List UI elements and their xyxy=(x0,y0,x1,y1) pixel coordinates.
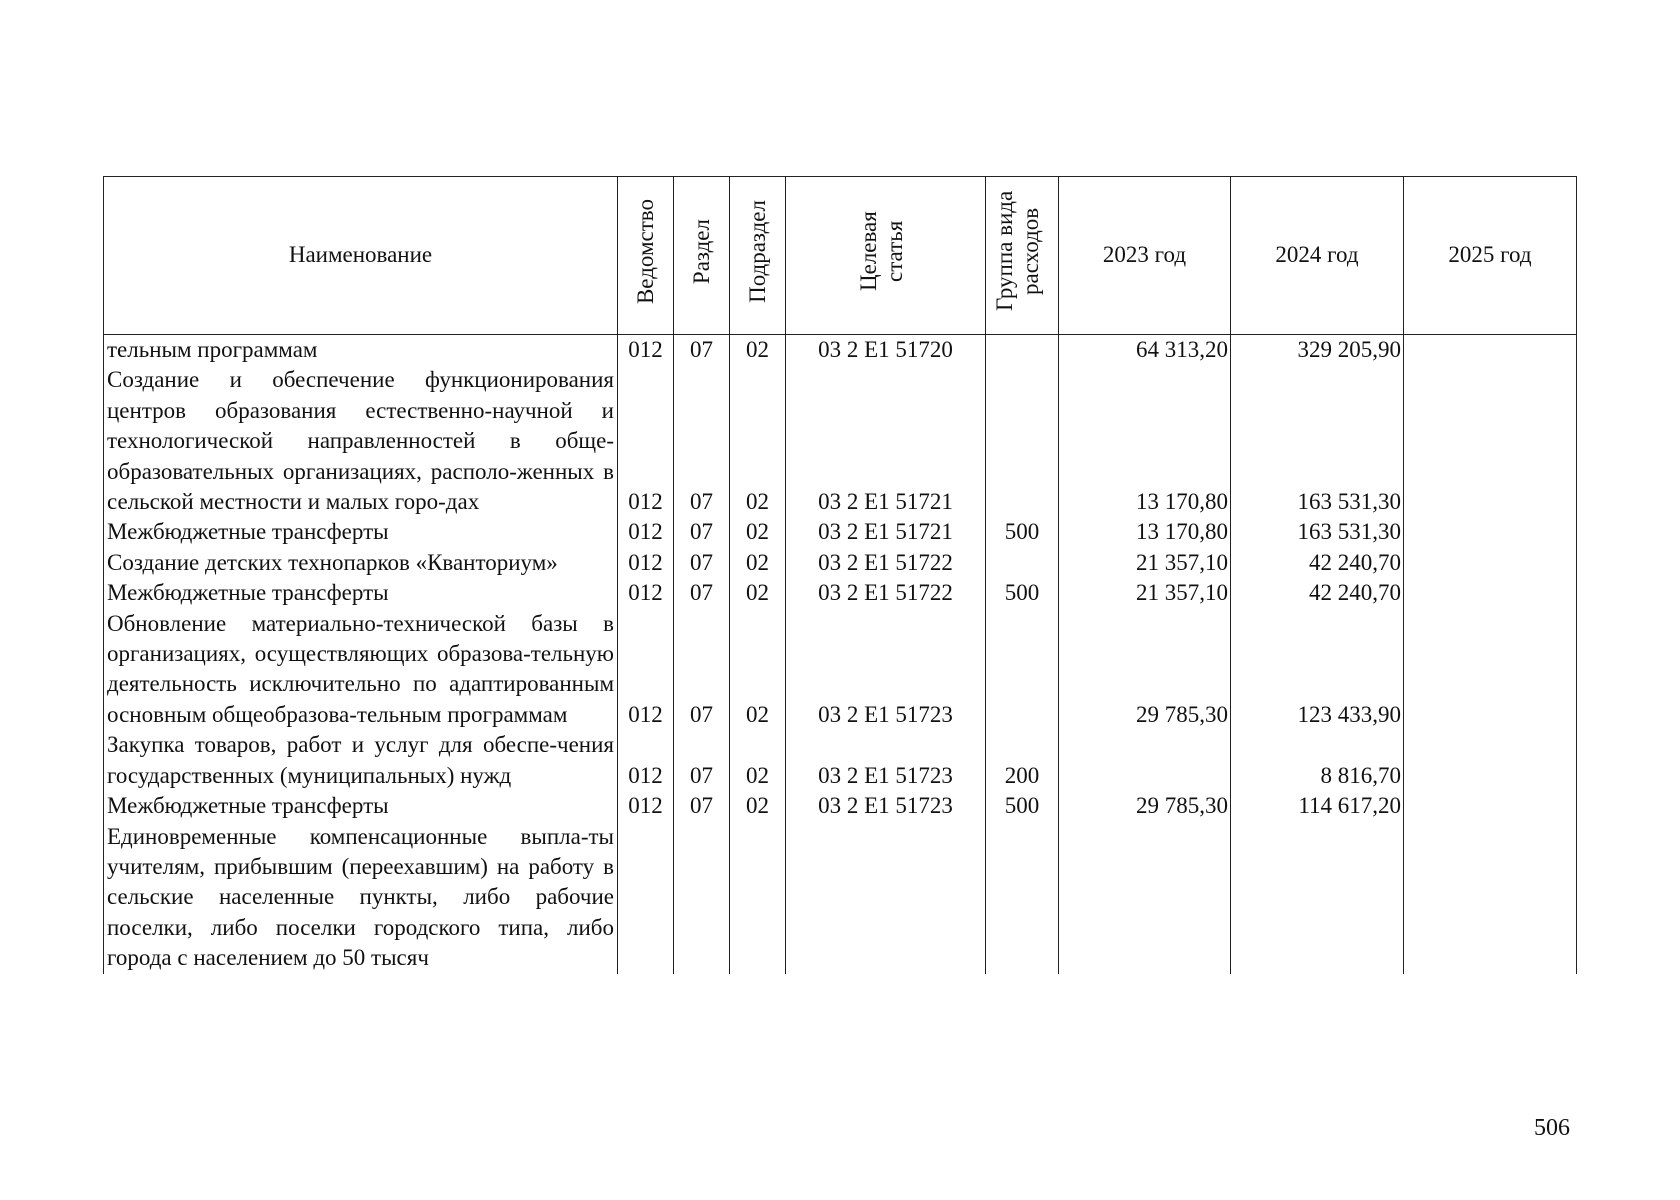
row-amount-2023 xyxy=(1059,822,1231,974)
table-row xyxy=(104,335,1577,366)
row-amount-2025 xyxy=(1404,335,1577,366)
table-row xyxy=(104,730,1577,791)
budget-table xyxy=(103,176,1577,974)
row-amount-2024: 163 531,30 xyxy=(1231,365,1404,517)
row-razdel xyxy=(674,822,730,974)
row-vedomstvo: 012 xyxy=(618,730,674,791)
row-vedomstvo: 012 xyxy=(618,335,674,366)
row-vedomstvo: 012 xyxy=(618,609,674,731)
row-vid-rashodov: 200 xyxy=(986,730,1059,791)
row-vedomstvo: 012 xyxy=(618,365,674,517)
row-amount-2024: 123 433,90 xyxy=(1231,609,1404,731)
row-amount-2025 xyxy=(1404,365,1577,517)
row-amount-2023: 64 313,20 xyxy=(1059,335,1231,366)
row-name: Создание детских технопарков «Кванториум» xyxy=(104,548,618,578)
row-vedomstvo: 012 xyxy=(618,517,674,547)
row-amount-2025 xyxy=(1404,517,1577,547)
row-celevaya-statya: 03 2 E1 51722 xyxy=(786,578,986,608)
row-vedomstvo xyxy=(618,822,674,974)
row-amount-2024 xyxy=(1231,822,1404,974)
row-amount-2024: 42 240,70 xyxy=(1231,548,1404,578)
header-vedomstvo: Ведомство xyxy=(618,177,674,335)
row-vid-rashodov xyxy=(986,335,1059,366)
row-name: Единовременные компенсационные выпла-ты учителям, прибывшим (переехавшим) на работу в сельские населенные пункты, либо рабочие поселки, либо поселки городского типа, либо города с населением до 50 тысяч xyxy=(104,822,618,974)
row-celevaya-statya: 03 2 E1 51721 xyxy=(786,365,986,517)
row-amount-2025 xyxy=(1404,548,1577,578)
table-row xyxy=(104,791,1577,821)
row-vid-rashodov: 500 xyxy=(986,517,1059,547)
page-number: 506 xyxy=(1534,1115,1570,1141)
row-celevaya-statya: 03 2 E1 51722 xyxy=(786,548,986,578)
row-celevaya-statya xyxy=(786,822,986,974)
row-celevaya-statya: 03 2 E1 51723 xyxy=(786,730,986,791)
row-celevaya-statya: 03 2 E1 51721 xyxy=(786,517,986,547)
row-podrazdel: 02 xyxy=(730,791,786,821)
header-name: Наименование xyxy=(104,177,618,335)
row-podrazdel: 02 xyxy=(730,365,786,517)
row-razdel: 07 xyxy=(674,791,730,821)
row-amount-2025 xyxy=(1404,791,1577,821)
row-amount-2025 xyxy=(1404,578,1577,608)
row-celevaya-statya: 03 2 E1 51723 xyxy=(786,791,986,821)
row-amount-2025 xyxy=(1404,730,1577,791)
row-amount-2023: 29 785,30 xyxy=(1059,791,1231,821)
row-vid-rashodov xyxy=(986,548,1059,578)
row-razdel: 07 xyxy=(674,578,730,608)
table-row xyxy=(104,517,1577,547)
row-razdel: 07 xyxy=(674,335,730,366)
row-podrazdel: 02 xyxy=(730,335,786,366)
row-amount-2023: 29 785,30 xyxy=(1059,609,1231,731)
row-podrazdel: 02 xyxy=(730,730,786,791)
row-vedomstvo: 012 xyxy=(618,548,674,578)
table-row xyxy=(104,822,1577,974)
table-header-row xyxy=(104,177,1577,335)
header-2024: 2024 год xyxy=(1231,177,1404,335)
row-celevaya-statya: 03 2 E1 51720 xyxy=(786,335,986,366)
row-amount-2023: 13 170,80 xyxy=(1059,365,1231,517)
header-razdel: Раздел xyxy=(674,177,730,335)
header-gruppa-vida-rashodov: Группа вида расходов xyxy=(986,177,1059,335)
row-amount-2024: 114 617,20 xyxy=(1231,791,1404,821)
row-vid-rashodov: 500 xyxy=(986,578,1059,608)
row-razdel: 07 xyxy=(674,517,730,547)
row-razdel: 07 xyxy=(674,609,730,731)
row-amount-2023 xyxy=(1059,730,1231,791)
row-podrazdel: 02 xyxy=(730,609,786,731)
row-name: Межбюджетные трансферты xyxy=(104,791,618,821)
table-row xyxy=(104,365,1577,517)
row-vid-rashodov xyxy=(986,365,1059,517)
row-razdel: 07 xyxy=(674,365,730,517)
row-vid-rashodov xyxy=(986,609,1059,731)
row-amount-2023: 13 170,80 xyxy=(1059,517,1231,547)
row-vedomstvo: 012 xyxy=(618,578,674,608)
row-amount-2023: 21 357,10 xyxy=(1059,578,1231,608)
row-name: Обновление материально-технической базы в организациях, осуществляющих образова-тельную деятельность исключительно по адаптированным основным общеобразова-тельным программам xyxy=(104,609,618,731)
row-name: Закупка товаров, работ и услуг для обеспе-чения государственных (муниципальных) нужд xyxy=(104,730,618,791)
row-podrazdel xyxy=(730,822,786,974)
row-name: тельным программам xyxy=(104,335,618,366)
row-podrazdel: 02 xyxy=(730,548,786,578)
row-celevaya-statya: 03 2 E1 51723 xyxy=(786,609,986,731)
row-amount-2024: 8 816,70 xyxy=(1231,730,1404,791)
header-2023: 2023 год xyxy=(1059,177,1231,335)
row-razdel: 07 xyxy=(674,730,730,791)
row-amount-2024: 42 240,70 xyxy=(1231,578,1404,608)
row-podrazdel: 02 xyxy=(730,517,786,547)
row-razdel: 07 xyxy=(674,548,730,578)
row-amount-2024: 329 205,90 xyxy=(1231,335,1404,366)
table-row xyxy=(104,609,1577,731)
row-vedomstvo: 012 xyxy=(618,791,674,821)
header-celevaya-statya: Целевая статья xyxy=(786,177,986,335)
row-amount-2025 xyxy=(1404,822,1577,974)
row-name: Межбюджетные трансферты xyxy=(104,517,618,547)
table-row xyxy=(104,548,1577,578)
row-podrazdel: 02 xyxy=(730,578,786,608)
row-amount-2025 xyxy=(1404,609,1577,731)
table-row xyxy=(104,578,1577,608)
header-2025: 2025 год xyxy=(1404,177,1577,335)
header-podrazdel: Подраздел xyxy=(730,177,786,335)
row-amount-2024: 163 531,30 xyxy=(1231,517,1404,547)
row-name: Межбюджетные трансферты xyxy=(104,578,618,608)
row-vid-rashodov: 500 xyxy=(986,791,1059,821)
row-amount-2023: 21 357,10 xyxy=(1059,548,1231,578)
row-vid-rashodov xyxy=(986,822,1059,974)
row-name: Создание и обеспечение функционирования центров образования естественно-научной и технологической направленностей в обще-образовательных организациях, располо-женных в сельской местности и малых горо-дах xyxy=(104,365,618,517)
